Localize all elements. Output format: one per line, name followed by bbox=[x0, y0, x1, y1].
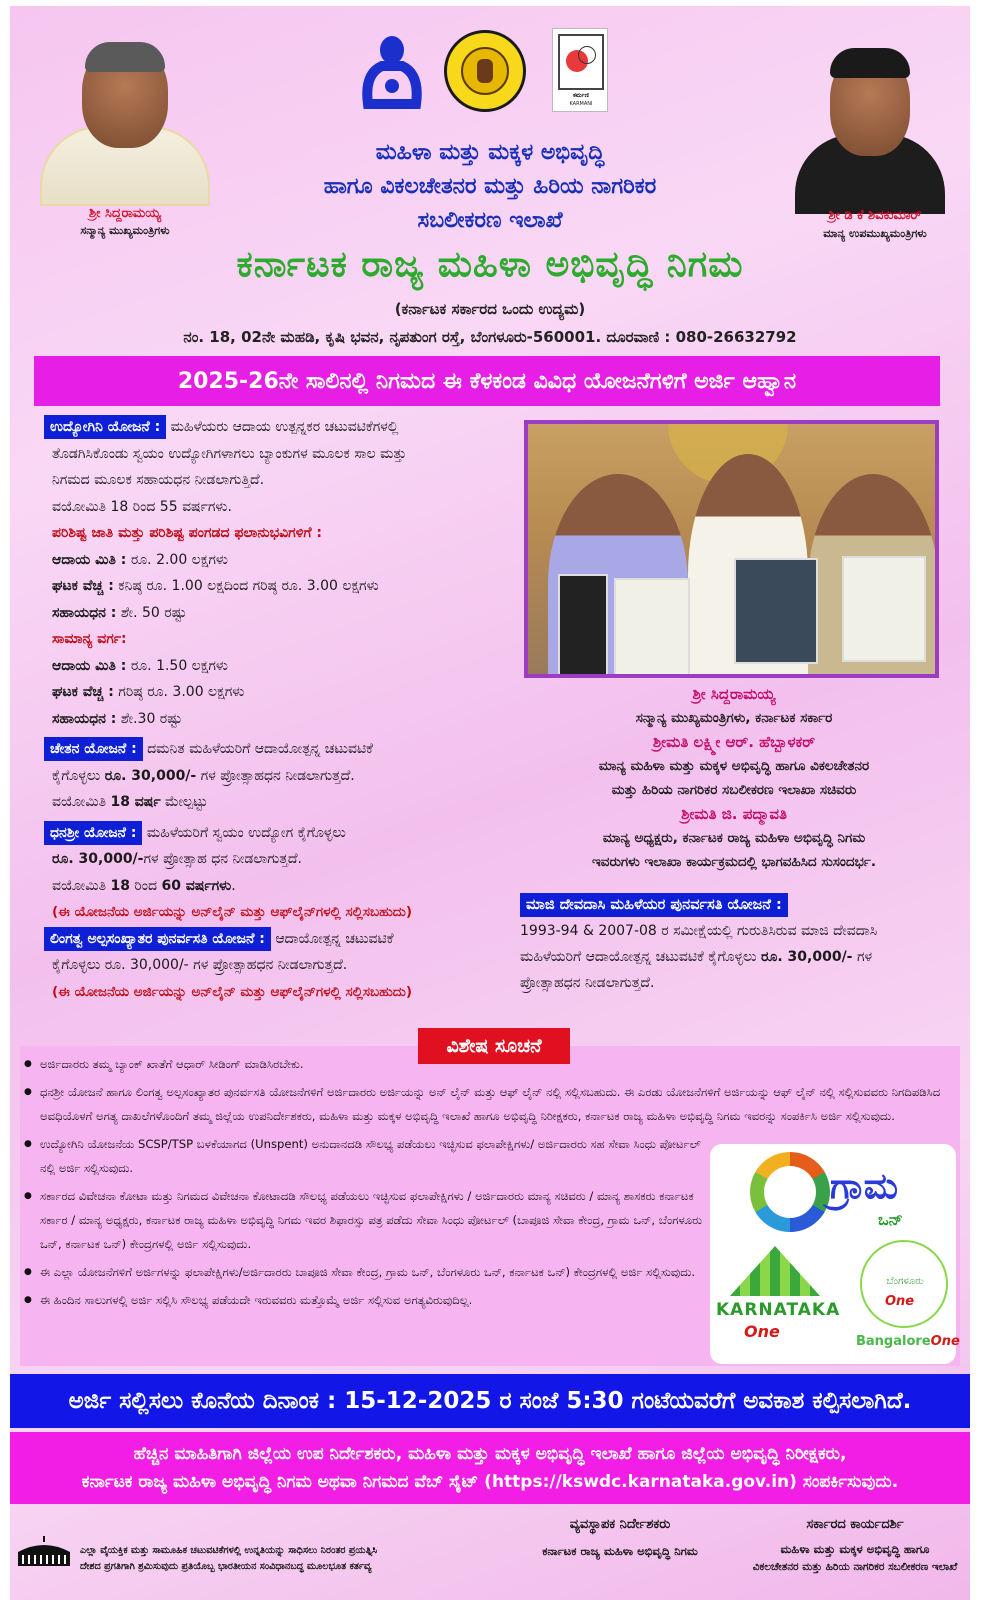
photo-caption: ಶ್ರೀ ಸಿದ್ದರಾಮಯ್ಯ ಸನ್ಮಾನ್ಯ ಮುಖ್ಯಮಂತ್ರಿಗಳು, ಕರ್ನಾಟಕ ಸರ್ಕಾರ ಶ್ರೀಮತಿ ಲಕ್ಷ್ಮೀ ಆರ್. ಹೆಬ್ಬಾಳಕರ್ ಮಾನ್ಯ ಮಹಿಳಾ ಮತ್ತು ಮಕ್ಕಳ ಅಭಿವೃದ್ಧಿ ಹಾಗೂ ವಿಕಲಚೇತನರ ಮತ್ತು ಹಿರಿಯ ನಾಗರಿಕರ ಸಬಲೀಕರಣ ಇಲಾಖಾ ಸಚಿವರು ಶ್ರೀಮತಿ ಜಿ. ಪದ್ಮಾವತಿ ಮಾನ್ಯ ಅಧ್ಯಕ್ಷರು, ಕರ್ನಾಟಕ ರಾಜ್ಯ ಮಹಿಳಾ ಅಭಿವೃದ್ಧಿ ನಿಗಮ ಇವರುಗಳು ಇಲಾಖಾ ಕಾರ್ಯಕ್ರಮದಲ್ಲಿ ಭಾಗವಹಿಸಿದ ಸುಸಂದರ್ಭ. bbox=[592, 685, 876, 870]
udyogini-scheme bbox=[40, 414, 520, 441]
sc-st-income: ಆದಾಯ ಮಿತಿ : ರೂ. 2.00 ಲಕ್ಷಗಳು bbox=[52, 551, 228, 568]
karnataka-one-logo bbox=[730, 1246, 820, 1296]
bangalore-one-label: BangaloreOne bbox=[856, 1334, 960, 1349]
chief-minister-name: ಶ್ರೀ ಸಿದ್ದರಾಮಯ್ಯ bbox=[89, 206, 161, 221]
karmani-label: ಕರ್ಮಣಿ bbox=[573, 92, 589, 99]
chief-minister-title: ಸನ್ಮಾನ್ಯ ಮುಖ್ಯಮಂತ್ರಿಗಳು bbox=[80, 224, 170, 237]
notice-item: ● ಈ ಹಿಂದಿನ ಸಾಲುಗಳಲ್ಲಿ ಅರ್ಜಿ ಸಲ್ಲಿಸಿ ಸೌಲಭ್ಯ ಪಡೆಯದೇ ಇರುವವರು ಮತ್ತೊಮ್ಮೆ ಅರ್ಜಿ ಸಲ್ಲಿಸುವ ಅಗತ್ಯವಿರುವುದಿಲ್ಲ. bbox=[24, 1288, 704, 1312]
grama-one-sub: ಒನ್ bbox=[878, 1210, 903, 1229]
udyogini-age: ವಯೋಮಿತಿ 18 ರಿಂದ 55 ವರ್ಷಗಳು. bbox=[52, 498, 232, 515]
govt-secretary-signature: ಸರ್ಕಾರದ ಕಾರ್ಯದರ್ಶಿ ಮಹಿಳಾ ಮತ್ತು ಮಕ್ಕಳ ಅಭಿವೃದ್ಧಿ ಹಾಗೂ ವಿಕಲಚೇತನರ ಮತ್ತು ಹಿರಿಯ ನಾಗರಿಕರ ಸಬಲೀಕರಣ ಇಲಾಖೆ bbox=[752, 1517, 958, 1573]
karnataka-one-label: KARNATAKA bbox=[716, 1300, 841, 1320]
dhanashree-age: ವಯೋಮಿತಿ 18 ರಿಂದ 60 ವರ್ಷಗಳು. bbox=[52, 877, 236, 894]
notice-item: ● ಸರ್ಕಾರದ ವಿವೇಚನಾ ಕೋಟಾ ಮತ್ತು ನಿಗಮದ ವಿವೇಚನಾ ಕೋಟಾದಡಿ ಸೌಲಭ್ಯ ಪಡೆಯಲು ಇಚ್ಛಿಸುವ ಫಲಾಪೇಕ್ಷಿಗಳು / ಅರ್ಜಿದಾರರು ಮಾನ್ಯ ಸಚಿವರು / ಮಾನ್ಯ ಶಾಸಕರು ಕರ್ನಾಟಕ ಸರ್ಕಾರ / ಮಾನ್ಯ ಅಧ್ಯಕ್ಷರು, ಕರ್ನಾಟಕ ರಾಜ್ಯ ಮಹಿಳಾ ಅಭಿವೃದ್ಧಿ ನಿಗಮ ಇವರ ಶಿಫಾರಸ್ಸು ಪತ್ರ ಪಡೆದು ಸೇವಾ ಸಿಂಧು ಪೋರ್ಟಲ್ (ಬಾಪೂಜಿ ಸೇವಾ ಕೇಂದ್ರ, ಗ್ರಾಮ ಒನ್, ಬೆಂಗಳೂರು ಒನ್, ಕರ್ನಾಟಕ ಒನ್) ಕೇಂದ್ರಗಳಲ್ಲಿ ಅರ್ಜಿ ಸಲ್ಲಿಸುವುದು. bbox=[24, 1184, 704, 1256]
notice-item: ● ಈ ಎಲ್ಲಾ ಯೋಜನೆಗಳಿಗೆ ಅರ್ಜಿಗಳನ್ನು ಫಲಾಪೇಕ್ಷಿಗಳು/ಅರ್ಜಿದಾರರು ಬಾಪೂಜಿ ಸೇವಾ ಕೇಂದ್ರ, ಗ್ರಾಮ ಒನ್, ಬೆಂಗಳೂರು ಒನ್, ಕರ್ನಾಟಕ ಒನ್) ಕೇಂದ್ರಗಳಲ್ಲಿ ಅರ್ಜಿ ಸಲ್ಲಿಸುವುದು. bbox=[24, 1260, 704, 1284]
department-line-3: ಸಬಲೀಕರಣ ಇಲಾಖೆ bbox=[417, 208, 563, 233]
department-line-2: ಹಾಗೂ ವಿಕಲಚೇತನರ ಮತ್ತು ಹಿರಿಯ ನಾಗರಿಕರ bbox=[323, 174, 657, 199]
contact-info-banner bbox=[10, 1432, 970, 1504]
karnataka-one-sub: One bbox=[744, 1322, 780, 1341]
deputy-cm-name: ಶ್ರೀ ಡಿ ಕೆ ಶಿವಕುಮಾರ್ bbox=[828, 208, 922, 223]
service-center-logos: ಗ್ರಾಮ ಒನ್ KARNATAKA One ಬೆಂಗಳೂರು One BangaloreOne bbox=[710, 1144, 956, 1364]
udyogini-desc-2: ತೊಡಗಿಸಿಕೊಂಡು ಸ್ವಯಂ ಉದ್ಯೋಗಿಗಳಾಗಲು ಬ್ಯಾಂಕುಗಳ ಮೂಲಕ ಸಾಲ ಮತ್ತು bbox=[52, 445, 407, 462]
general-heading: ಸಾಮಾನ್ಯ ವರ್ಗ: bbox=[52, 631, 127, 647]
transgender-scheme: ಲಿಂಗತ್ವ ಅಲ್ಪಸಂಖ್ಯಾತರ ಪುನರ್ವಸತಿ ಯೋಜನೆ : ಆದಾಯೋತ್ಪನ್ನ ಚಟುವಟಿಕೆ bbox=[40, 926, 520, 953]
sc-st-subsidy: ಸಹಾಯಧನ : ಶೇ. 50 ರಷ್ಟು bbox=[52, 604, 187, 621]
corporation-subtitle: (ಕರ್ನಾಟಕ ಸರ್ಕಾರದ ಒಂದು ಉದ್ಯಮ) bbox=[394, 300, 586, 318]
dhanashree-note: (ಈ ಯೋಜನೆಯ ಅರ್ಜಿಯನ್ನು ಅನ್‌ಲೈನ್ ಮತ್ತು ಆಫ್‌ಲೈನ್‌ಗಳಲ್ಲಿ ಸಲ್ಲಿಸಬಹುದು) bbox=[52, 904, 412, 920]
contact-line-2: ಕರ್ನಾಟಕ ರಾಜ್ಯ ಮಹಿಳಾ ಅಭಿವೃದ್ಧಿ ನಿಗಮ ಅಥವಾ ನಿಗಮದ ವೆಬ್ ಸೈಟ್ (https://kswdc.karnataka.gov.in) ಸಂಪರ್ಕಿಸುವುದು. bbox=[81, 1472, 899, 1492]
managing-director-signature: ವ್ಯವಸ್ಥಾಪಕ ನಿರ್ದೇಶಕರು ಕರ್ನಾಟಕ ರಾಜ್ಯ ಮಹಿಳಾ ಅಭಿವೃದ್ಧಿ ನಿಗಮ bbox=[542, 1517, 698, 1558]
chetana-amount: ಕೈಗೊಳ್ಳಲು ರೂ. 30,000/- ಗಳ ಪ್ರೋತ್ಸಾಹಧನ ನೀಡಲಾಗುತ್ತದೆ. bbox=[52, 767, 355, 784]
dhanashree-amount: ರೂ. 30,000/-ಗಳ ಪ್ರೋತ್ಸಾಹ ಧನ ನೀಡಲಾಗುತ್ತದೆ. bbox=[52, 851, 302, 867]
sc-st-unit-cost: ಘಟಕ ವೆಚ್ಚ : ಕನಿಷ್ಠ ರೂ. 1.00 ಲಕ್ಷದಿಂದ ಗರಿಷ್ಠ ರೂ. 3.00 ಲಕ್ಷಗಳು bbox=[52, 578, 379, 594]
corporation-title: ಕರ್ನಾಟಕ ರಾಜ್ಯ ಮಹಿಳಾ ಅಭಿವೃದ್ಧಿ ನಿಗಮ bbox=[236, 244, 744, 285]
transgender-tag: ಲಿಂಗತ್ವ ಅಲ್ಪಸಂಖ್ಯಾತರ ಪುನರ್ವಸತಿ ಯೋಜನೆ : bbox=[44, 927, 271, 951]
devadasi-scheme: ಮಾಜಿ ದೇವದಾಸಿ ಮಹಿಳೆಯರ ಪುನರ್ವಸತಿ ಯೋಜನೆ : 1993-94 & 2007-08 ರ ಸಮೀಕ್ಷೆಯಲ್ಲಿ ಗುರುತಿಸಿರುವ ಮಾಜಿ ದೇವದಾಸಿ ಮಹಿಳೆಯರಿಗೆ ಆದಾಯೋತ್ಪನ್ನ ಚಟುವಟಿಕೆ ಕೈಗೊಳ್ಳಲು ರೂ. 30,000/- ಗಳ ಪ್ರೋತ್ಸಾಹಧನ ನೀಡಲಾಗುತ್ತದೆ. bbox=[520, 892, 950, 996]
udyogini-tag: ಉದ್ಯೋಗಿನಿ ಯೋಜನೆ : bbox=[44, 415, 166, 439]
application-deadline-banner: ಅರ್ಜಿ ಸಲ್ಲಿಸಲು ಕೊನೆಯ ದಿನಾಂಕ : 15-12-2025 ರ ಸಂಜೆ 5:30 ಗಂಟೆಯವರೆಗೆ ಅವಕಾಶ ಕಲ್ಪಿಸಲಾಗಿದೆ. bbox=[10, 1374, 970, 1428]
dhanashree-scheme: ಧನಶ್ರೀ ಯೋಜನೆ : ಮಹಿಳೆಯರಿಗೆ ಸ್ವಯಂ ಉದ್ಯೋಗ ಕೈಗೊಳ್ಳಲು bbox=[40, 820, 520, 847]
deputy-cm-title: ಮಾನ್ಯ ಉಪಮುಖ್ಯಮಂತ್ರಿಗಳು bbox=[823, 227, 927, 240]
udyogini-desc-1: ಮಹಿಳೆಯರು ಆದಾಯ ಉತ್ಪನ್ನಕರ ಚಟುವಟಿಕೆಗಳಲ್ಲಿ bbox=[170, 419, 399, 435]
special-notice-heading: ವಿಶೇಷ ಸೂಚನೆ bbox=[418, 1028, 570, 1064]
karmani-label-en: KARMANI bbox=[569, 101, 593, 107]
constitutional-duty-motto: ಎಲ್ಲಾ ವೈಯಕ್ತಿಕ ಮತ್ತು ಸಾಮೂಹಿಕ ಚಟುವಟಿಕೆಗಳಲ್ಲಿ ಉನ್ನತಿಯನ್ನು ಸಾಧಿಸಲು ನಿರಂತರ ಪ್ರಯತ್ನಿಸಿ ದೇಶದ ಪ್ರಗತಿಗಾಗಿ ಶ್ರಮಿಸುವುದು ಪ್ರತಿಯೊಬ್ಬ ಭಾರತೀಯನ ಸಂವಿಧಾನಬದ್ಧ ಮೂಲಭೂತ ಕರ್ತವ್ಯ bbox=[80, 1545, 378, 1572]
women-child-dept-logo-icon bbox=[362, 34, 422, 112]
chetana-scheme: ಚೇತನ ಯೋಜನೆ : ದಮನಿತ ಮಹಿಳೆಯರಿಗೆ ಆದಾಯೋತ್ಪನ್ನ ಚಟುವಟಿಕೆ bbox=[40, 736, 520, 763]
schemes-column bbox=[40, 414, 520, 1005]
transgender-desc: ಕೈಗೊಳ್ಳಲು ರೂ. 30,000/- ಗಳ ಪ್ರೋತ್ಸಾಹಧನ ನೀಡಲಾಗುತ್ತದೆ. bbox=[52, 957, 348, 973]
contact-line-1: ಹೆಚ್ಚಿನ ಮಾಹಿತಿಗಾಗಿ ಜಿಲ್ಲೆಯ ಉಪ ನಿರ್ದೇಶಕರು, ಮಹಿಳಾ ಮತ್ತು ಮಕ್ಕಳ ಅಭಿವೃದ್ಧಿ ಇಲಾಖೆ ಹಾಗೂ ಜಿಲ್ಲೆಯ ಅಭಿವೃದ್ಧಿ ನಿರೀಕ್ಷಕರು, bbox=[133, 1444, 847, 1464]
sc-st-heading: ಪರಿಶಿಷ್ಟ ಜಾತಿ ಮತ್ತು ಪರಿಶಿಷ್ಟ ಪಂಗಡದ ಫಲಾನುಭವಿಗಳಿಗೆ : bbox=[52, 525, 322, 541]
parliament-icon bbox=[14, 1536, 74, 1570]
grama-one-logo bbox=[750, 1152, 830, 1232]
chetana-age: ವಯೋಮಿತಿ 18 ವರ್ಷ ಮೇಲ್ಪಟ್ಟು bbox=[52, 794, 208, 810]
udyogini-desc-3: ನಿಗಮದ ಮೂಲಕ ಸಹಾಯಧನ ನೀಡಲಾಗುತ್ತಿದೆ. bbox=[52, 472, 265, 488]
notice-item: ● ಅರ್ಜಿದಾರರು ತಮ್ಮ ಬ್ಯಾಂಕ್ ಖಾತೆಗೆ ಆಧಾರ್ ಸೀಡಿಂಗ್ ಮಾಡಿಸಿರಬೇಕು. bbox=[24, 1052, 704, 1076]
dhanashree-tag: ಧನಶ್ರೀ ಯೋಜನೆ : bbox=[44, 821, 142, 845]
event-photo bbox=[524, 420, 939, 678]
karnataka-govt-emblem-icon bbox=[444, 30, 526, 112]
general-unit-cost: ಘಟಕ ವೆಚ್ಚ : ಗರಿಷ್ಠ ರೂ. 3.00 ಲಕ್ಷಗಳು bbox=[52, 684, 245, 700]
general-income: ಆದಾಯ ಮಿತಿ : ರೂ. 1.50 ಲಕ್ಷಗಳು bbox=[52, 657, 228, 674]
karmani-logo bbox=[552, 28, 608, 112]
transgender-note: (ಈ ಯೋಜನೆಯ ಅರ್ಜಿಯನ್ನು ಅನ್‌ಲೈನ್ ಮತ್ತು ಆಫ್‌ಲೈನ್‌ಗಳಲ್ಲಿ ಸಲ್ಲಿಸಬಹುದು) bbox=[52, 983, 412, 1000]
office-address: ನಂ. 18, 02ನೇ ಮಹಡಿ, ಕೃಷಿ ಭವನ, ನೃಪತುಂಗ ರಸ್ತೆ, ಬೆಂಗಳೂರು-560001. ದೂರವಾಣಿ : 080-26632792 bbox=[183, 328, 797, 346]
general-subsidy: ಸಹಾಯಧನ : ಶೇ.30 ರಷ್ಟು bbox=[52, 710, 183, 727]
department-line-1: ಮಹಿಳಾ ಮತ್ತು ಮಕ್ಕಳ ಅಭಿವೃದ್ಧಿ bbox=[375, 140, 605, 165]
devadasi-tag: ಮಾಜಿ ದೇವದಾಸಿ ಮಹಿಳೆಯರ ಪುನರ್ವಸತಿ ಯೋಜನೆ : bbox=[520, 893, 788, 917]
notification-poster bbox=[10, 6, 970, 1600]
notice-item: ● ಉದ್ಯೋಗಿನಿ ಯೋಜನೆಯ SCSP/TSP ಬಳಕೆಯಾಗದ (Unspent) ಅನುದಾನದಡಿ ಸೌಲಭ್ಯ ಪಡೆಯಲು ಇಚ್ಛಿಸುವ ಫಲಾಪೇಕ್ಷಿಗಳು/ ಅರ್ಜಿದಾರರು ಸಹ ಸೇವಾ ಸಿಂಧು ಪೋರ್ಟಲ್ ನಲ್ಲಿ ಅರ್ಜಿ ಸಲ್ಲಿಸುವುದು. bbox=[24, 1132, 704, 1180]
grama-one-label: ಗ್ರಾಮ bbox=[830, 1166, 899, 1207]
chetana-tag: ಚೇತನ ಯೋಜನೆ : bbox=[44, 737, 143, 761]
application-invitation-banner: 2025-26ನೇ ಸಾಲಿನಲ್ಲಿ ನಿಗಮದ ಈ ಕೆಳಕಂಡ ವಿವಿಧ ಯೋಜನೆಗಳಿಗೆ ಅರ್ಜಿ ಆಹ್ವಾನ bbox=[34, 356, 940, 406]
notice-item: ● ಧನಶ್ರೀ ಯೋಜನೆ ಹಾಗೂ ಲಿಂಗತ್ವ ಅಲ್ಪಸಂಖ್ಯಾತರ ಪುನರ್ವಸತಿ ಯೋಜನೆಗಳಿಗೆ ಅರ್ಜಿದಾರರು ಅರ್ಜಿಯನ್ನು ಅನ್ ಲೈನ್ ಮತ್ತು ಆಫ್ ಲೈನ್ ನಲ್ಲಿ ಸಲ್ಲಿಸಬಹುದು. ಈ ಎರಡು ಯೋಜನೆಗಳಿಗೆ ಅರ್ಜಿಯನ್ನು ಆಫ್ ಲೈನ್ ನಲ್ಲಿ ಸಲ್ಲಿಸುವವರು ನಿಗದಿಪಡಿಸಿದ ಅವಧಿಯೊಳಗೆ ಅಗತ್ಯ ದಾಖಲೆಗಳೊಂದಿಗೆ ತಮ್ಮ ಜಿಲ್ಲೆಯ ಉಪನಿರ್ದೇಶಕರು, ಮಹಿಳಾ ಮತ್ತು ಮಕ್ಕಳ ಅಭಿವೃದ್ಧಿ ಇಲಾಖೆ ಹಾಗೂ ಅಭಿವೃದ್ಧಿ ನಿರೀಕ್ಷಕರು, ಕರ್ನಾಟಕ ರಾಜ್ಯ ಮಹಿಳಾ ಅಭಿವೃದ್ಧಿ ನಿಗಮ ಇವರನ್ನು ಸಂಪರ್ಕಿಸಿ ಅರ್ಜಿ ಸಲ್ಲಿಸುವುದು. bbox=[24, 1080, 954, 1128]
